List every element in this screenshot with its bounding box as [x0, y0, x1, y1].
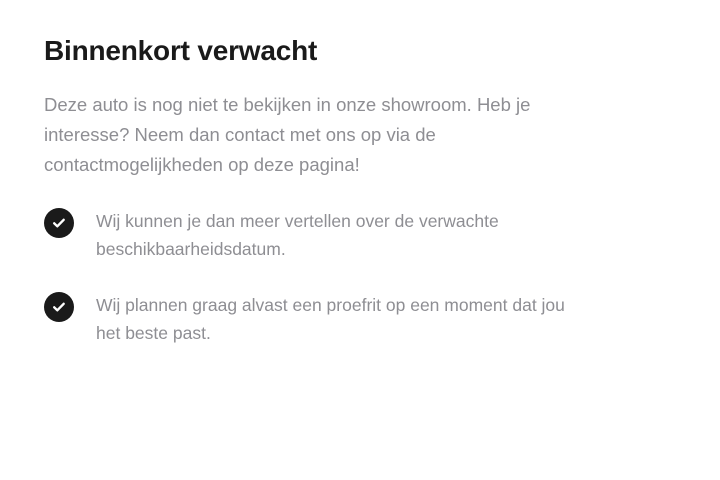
intro-paragraph: Deze auto is nog niet te bekijken in onze showroom. Heb je interesse? Neem dan contact met ons op via de contactmogelijkheden op deze pagina! [44, 93, 531, 175]
benefit-list [44, 206, 676, 347]
page-title: Binnenkort verwacht [44, 35, 318, 66]
check-circle-icon [44, 292, 74, 322]
list-item-label: Wij plannen graag alvast een proefrit op een moment dat jou het beste past. [96, 294, 565, 344]
list-item [44, 206, 676, 264]
list-item [44, 290, 676, 348]
check-circle-icon [44, 208, 74, 238]
list-item-label: Wij kunnen je dan meer vertellen over de verwachte beschikbaarheidsdatum. [96, 211, 499, 260]
